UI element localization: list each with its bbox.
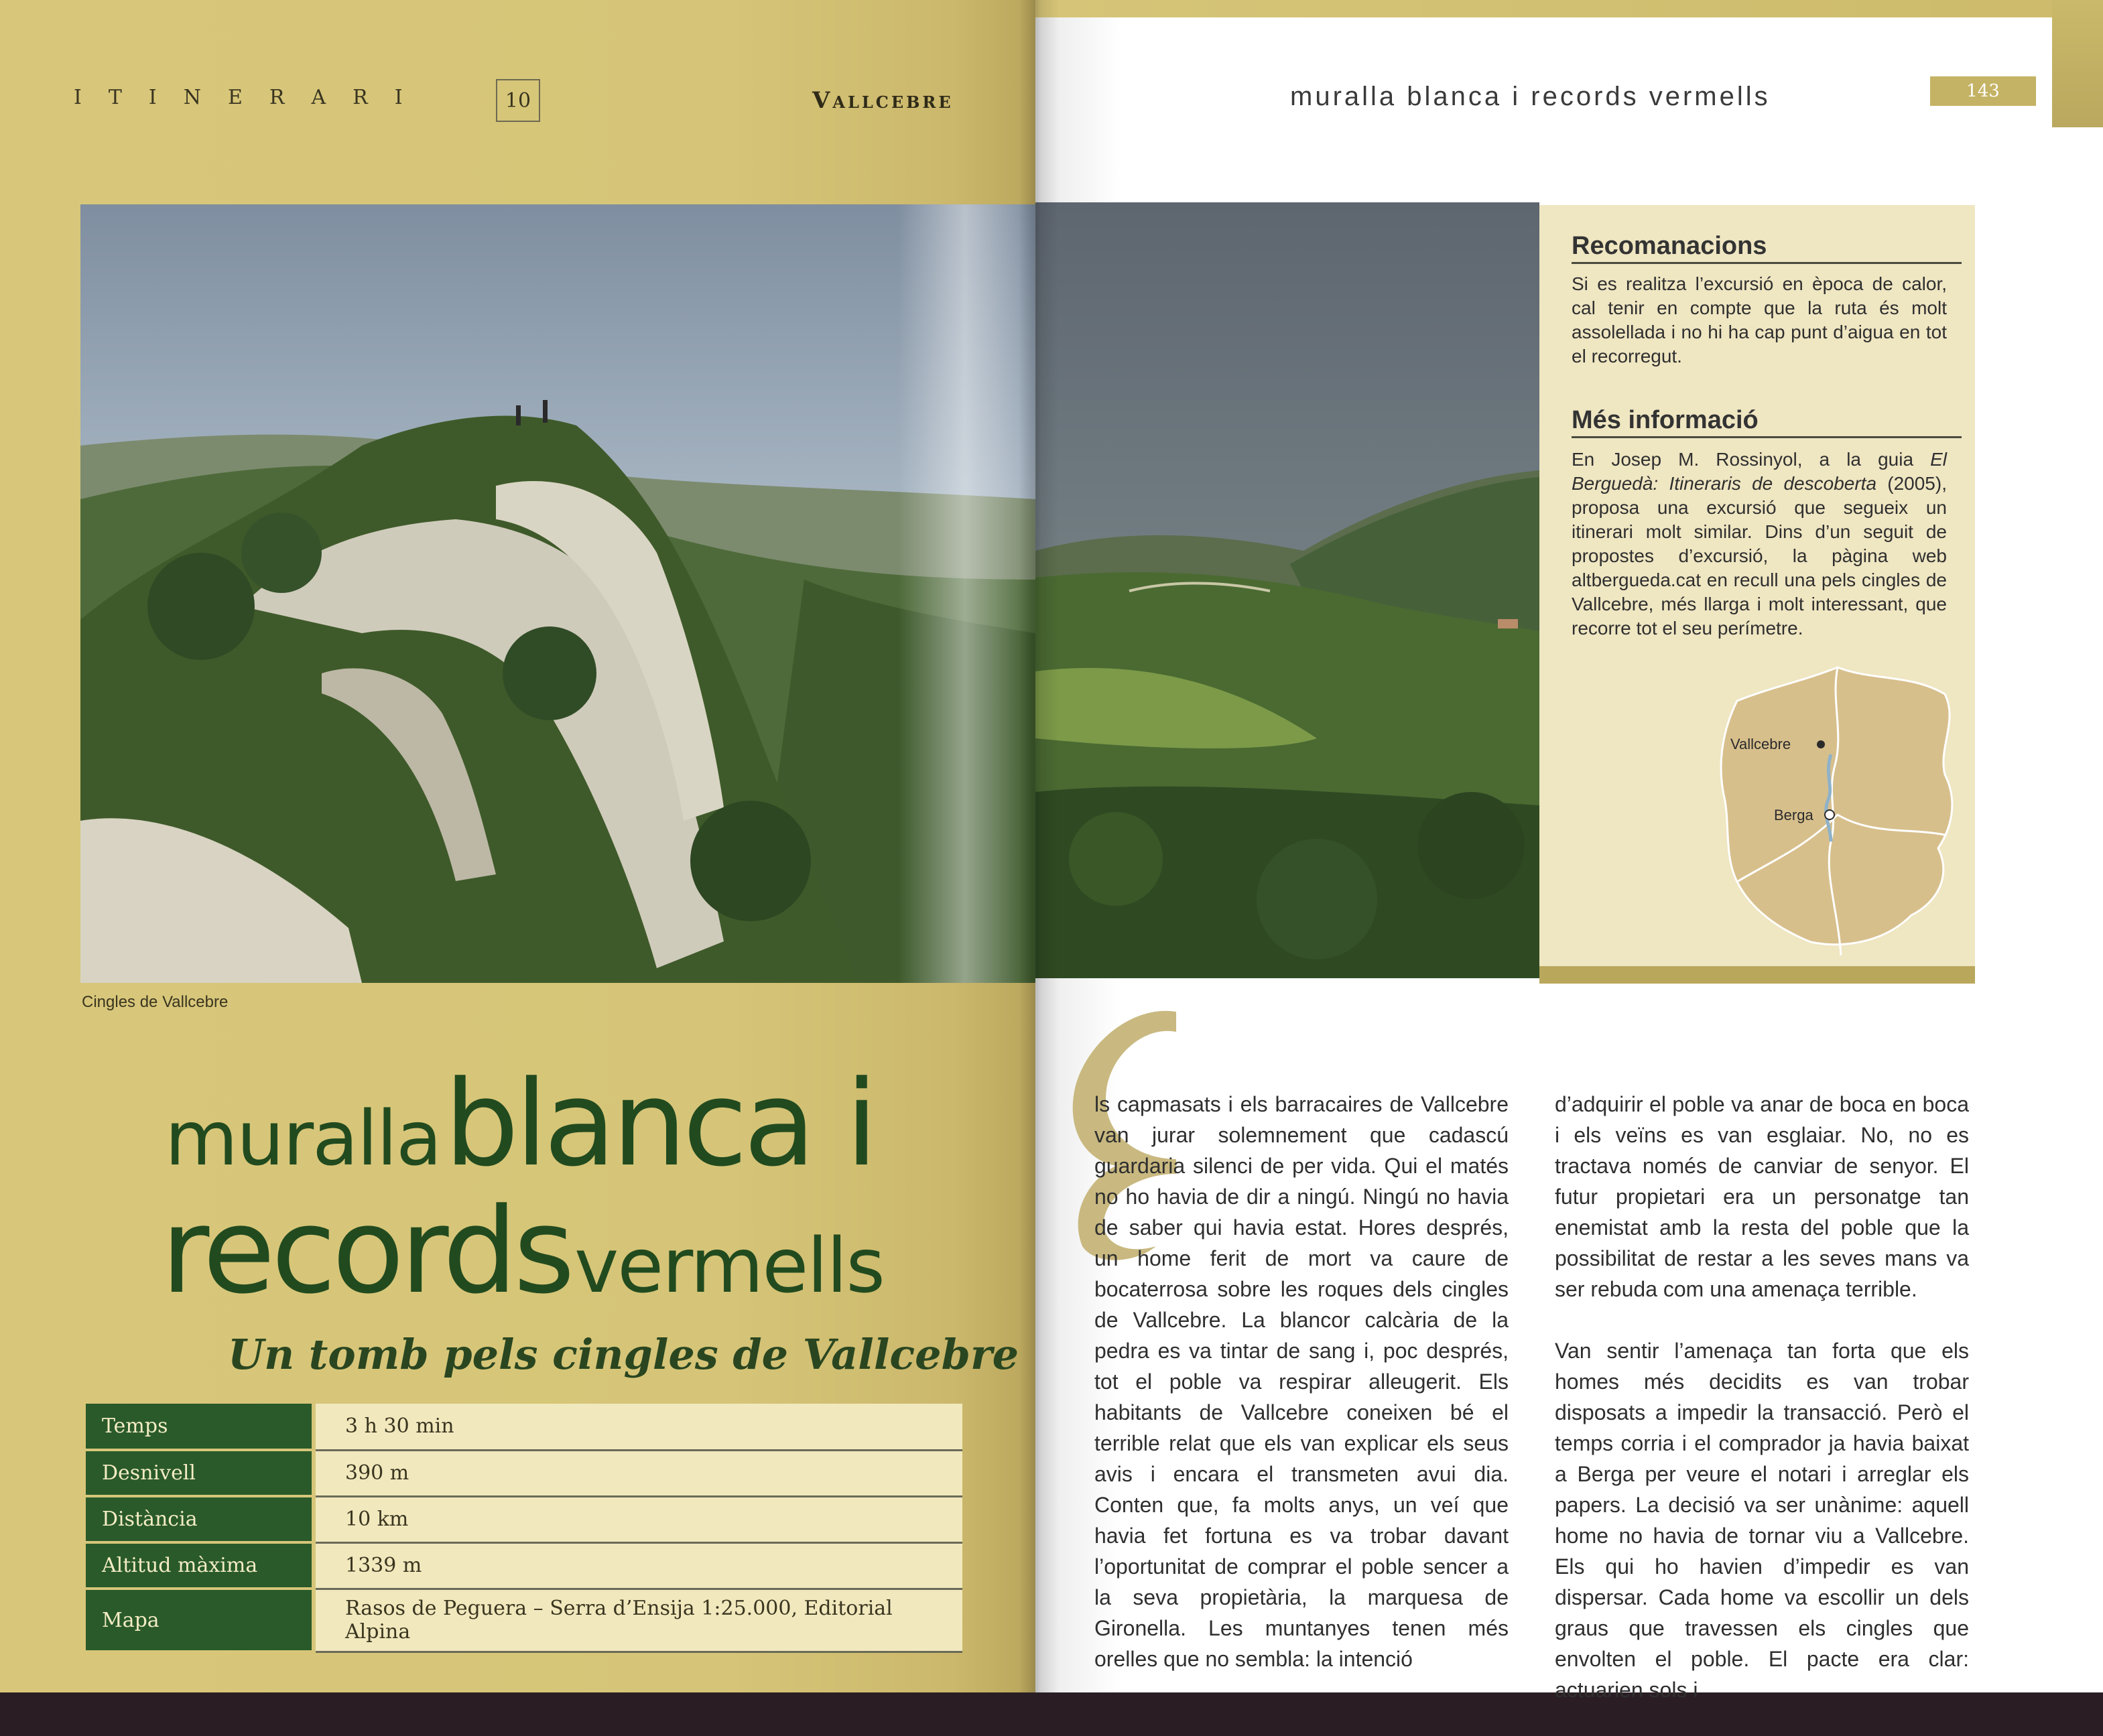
- body-paragraph: ls capmasats i els barracaires de Vallcebre van jurar solemnement que cadascú guardaria silenci de per vida. Qui el matés no ho havia de dir a ningú. Ningú no havia de saber qui havia estat. Hores després, un home ferit de mort va caure de bocaterrosa sobre les roques dels cingles de Vallcebre. La blancor calcària de la pedra es va tintar de sang i, poc després, tot el poble va respirar alleugerit. Els habitants de Vallcebre coneixen bé el terrible relat que els van explicar els seus avis i encara el transmeten avui dia. Conten que, fa molts anys, un veí que havia fet fortuna es va trobar davant l’oportunitat de comprar el poble sencer a la seva propietària, la marquesa de Gironella. Les muntanyes tenen més orelles que no sembla: la intenció: [1094, 1092, 1509, 1671]
- info-value: 10 km: [314, 1496, 962, 1542]
- photo-caption: Cingles de Vallcebre: [82, 993, 229, 1011]
- info-key: Desnivell: [86, 1450, 314, 1496]
- title-word-vermells: vermells: [574, 1223, 884, 1310]
- page-number-tab: 143: [1930, 76, 2036, 106]
- info-value: 390 m: [314, 1450, 962, 1496]
- more-info-heading: Més informació: [1572, 406, 1962, 438]
- title-line-1: [165, 1055, 875, 1193]
- book-title: El Berguedà: Itineraris de descoberta: [1572, 449, 1947, 494]
- info-value: Rasos de Peguera – Serra d’Ensija 1:25.000, Editorial Alpina: [314, 1589, 962, 1652]
- recommendations-text: Si es realitza l’excursió en època de calor, cal tenir en compte que la ruta és molt assolellada i no hi ha cap punt d’aigua en tot el recorregut.: [1572, 273, 1947, 366]
- info-value: 1339 m: [314, 1542, 962, 1589]
- body-column-1: [1094, 1089, 1509, 1705]
- itinerary-number-box: 10: [496, 79, 540, 122]
- table-row: [86, 1496, 962, 1542]
- running-title: muralla blanca i records vermells: [1290, 82, 1771, 111]
- route-info-table: [86, 1404, 962, 1653]
- cliff-photo-image: [80, 204, 1035, 983]
- title-line-2: [161, 1183, 884, 1320]
- body-paragraph: d’adquirir el poble va anar de boca en boca i els veïns es van esglaiar. No, no es tractava només de canviar de senyor. El futur propietari era un personatge tan enemistat amb la resta del poble que la possibilitat de restar a les seves mans va ser rebuda com una amenaça terrible.: [1555, 1092, 1969, 1301]
- valley-photo-image: [1035, 202, 1539, 978]
- title-word-muralla: muralla: [165, 1095, 441, 1183]
- cliff-photo: [80, 204, 1035, 983]
- subtitle: Un tomb pels cingles de Vallcebre: [228, 1330, 1019, 1379]
- place-header: Vallcebre: [812, 87, 954, 114]
- table-row: [86, 1589, 962, 1652]
- title-word-blanca: blanca i: [444, 1055, 875, 1193]
- region-map: [1710, 661, 1965, 962]
- body-paragraph: Van sentir l’amenaça tan forta que els homes més decidits es van trobar disposats a impedir la transacció. Però el temps corria i el comprador ja havia baixat a Berga per veure el notari i arreglar els papers. La decisió va ser unànime: aquell home no havia de tornar viu a Vallcebre. Els qui ho havien d’impedir es van dispersar. Cada home va escollir un dels graus que travessen els cingles que envolten el poble. El pacte era clar: actuarien sols i: [1555, 1339, 1969, 1702]
- table-row: [86, 1404, 962, 1450]
- valley-photo: [1035, 202, 1539, 978]
- page-top-strip: [1035, 0, 2103, 17]
- region-map-shape: [1710, 661, 1965, 962]
- info-key: Altitud màxima: [86, 1542, 314, 1589]
- info-value: 3 h 30 min: [314, 1404, 962, 1450]
- title-word-records: records: [161, 1183, 571, 1320]
- body-column-2: [1555, 1089, 1969, 1736]
- map-label-berga: Berga: [1774, 807, 1813, 823]
- recommendations-heading: Recomanacions: [1572, 232, 1962, 264]
- info-sidebar: [1539, 205, 1975, 966]
- page-edge-strip: [2052, 0, 2103, 127]
- more-info-text: [1572, 448, 1947, 641]
- table-row: [86, 1450, 962, 1496]
- left-page: [0, 0, 1035, 1692]
- info-key: Temps: [86, 1404, 314, 1450]
- sidebar-footer-bar: [1539, 966, 1975, 984]
- more-info-text-part-2: (2005), proposa una excursió que segueix un itinerari molt similar. Dins d’un seguit de propostes d’excursió, la pàgina web altbergueda.cat en recull una pels cingles de Vallcebre, més llarga i molt interessant, que recorre tot el seu perímetre.: [1572, 473, 1947, 639]
- info-key: Mapa: [86, 1589, 314, 1652]
- section-label: ITINERARI: [74, 86, 430, 109]
- more-info-text-part-1: En Josep M. Rossinyol, a la guia: [1572, 449, 1931, 470]
- table-row: [86, 1542, 962, 1589]
- map-label-vallcebre: Vallcebre: [1730, 736, 1791, 752]
- info-key: Distància: [86, 1496, 314, 1542]
